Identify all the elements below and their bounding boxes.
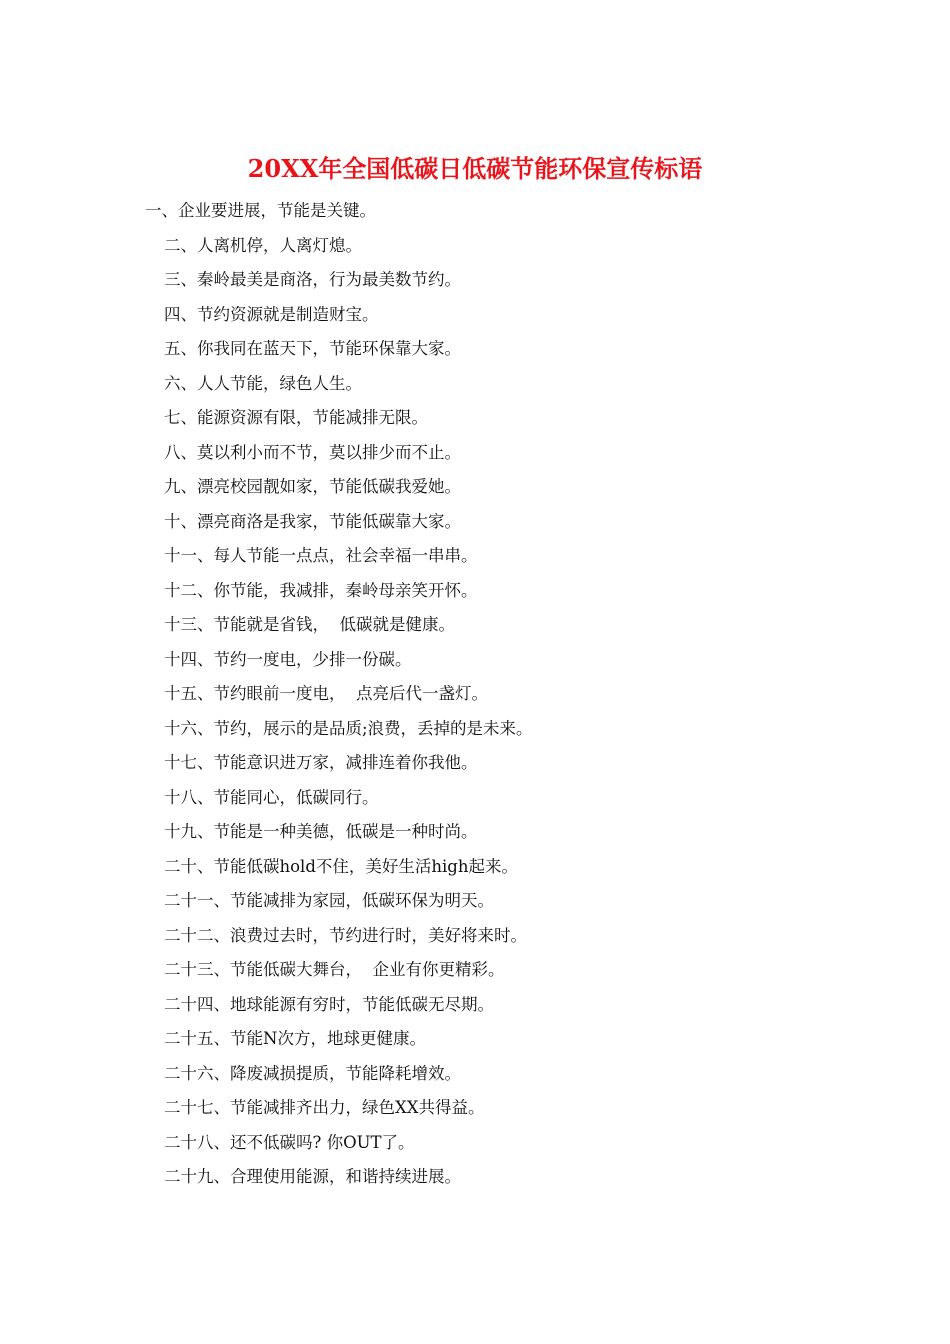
slogan-item: 十三、节能就是省钱， 低碳就是健康。 xyxy=(164,615,455,634)
slogan-item: 三、秦岭最美是商洛，行为最美数节约。 xyxy=(164,270,461,289)
slogan-item: 二十六、降废减损提质，节能降耗增效。 xyxy=(164,1063,461,1083)
slogan-list xyxy=(0,194,950,1195)
slogan-item: 二十一、节能减排为家园，低碳环保为明天。 xyxy=(164,891,494,910)
slogan-item: 二十三、节能低碳大舞台， 企业有你更精彩。 xyxy=(164,960,505,979)
slogan-item: 十六、节约，展示的是品质;浪费，丢掉的是未来。 xyxy=(164,718,533,738)
slogan-item: 十八、节能同心，低碳同行。 xyxy=(164,787,379,807)
slogan-item: 十二、你节能，我减排，秦岭母亲笑开怀。 xyxy=(164,580,478,600)
slogan-item: 十一、每人节能一点点，社会幸福一串串。 xyxy=(164,546,478,565)
slogan-item: 十、漂亮商洛是我家，节能低碳靠大家。 xyxy=(164,511,461,531)
slogan-item: 一、企业要进展，节能是关键。 xyxy=(145,201,376,220)
slogan-item: 七、能源资源有限，节能减排无限。 xyxy=(164,408,428,427)
document-title: 20XX年全国低碳日低碳节能环保宣传标语 xyxy=(247,154,703,183)
slogan-item: 八、莫以利小而不节，莫以排少而不止。 xyxy=(164,442,461,462)
slogan-item: 二十二、浪费过去时，节约进行时，美好将来时。 xyxy=(164,925,527,945)
slogan-item: 六、人人节能，绿色人生。 xyxy=(164,373,362,393)
slogan-item: 二十九、合理使用能源，和谐持续进展。 xyxy=(164,1167,461,1186)
slogan-item: 四、节约资源就是制造财宝。 xyxy=(164,304,379,324)
slogan-item: 十九、节能是一种美德，低碳是一种时尚。 xyxy=(164,822,478,841)
slogan-item: 十四、节约一度电，少排一份碳。 xyxy=(164,649,412,669)
slogan-item: 五、你我同在蓝天下，节能环保靠大家。 xyxy=(164,339,461,358)
slogan-item: 九、漂亮校园靓如家，节能低碳我爱她。 xyxy=(164,477,461,496)
slogan-item: 二十、节能低碳hold不住，美好生活high起来。 xyxy=(164,856,518,876)
slogan-item: 十七、节能意识进万家，减排连着你我他。 xyxy=(164,753,478,772)
slogan-item: 十五、节约眼前一度电， 点亮后代一盏灯。 xyxy=(164,684,488,703)
slogan-item: 二十四、地球能源有穷时，节能低碳无尽期。 xyxy=(164,994,494,1014)
slogan-item: 二十八、还不低碳吗? 你OUT了。 xyxy=(164,1132,415,1152)
slogan-item: 二十五、节能N次方，地球更健康。 xyxy=(164,1029,426,1048)
slogan-item: 二、人离机停，人离灯熄。 xyxy=(164,235,362,255)
slogan-item: 二十七、节能减排齐出力，绿色XX共得益。 xyxy=(164,1098,485,1117)
